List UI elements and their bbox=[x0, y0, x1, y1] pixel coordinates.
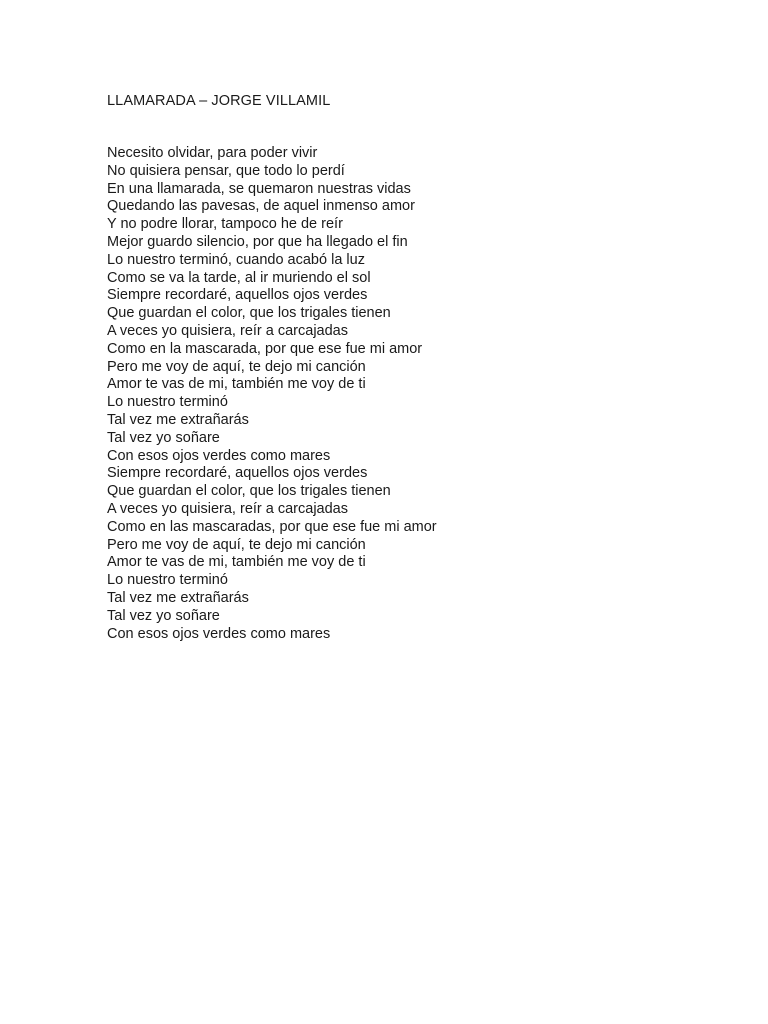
lyric-line: Pero me voy de aquí, te dejo mi canción bbox=[107, 536, 366, 553]
lyric-line: Con esos ojos verdes como mares bbox=[107, 447, 331, 464]
lyric-line: Tal vez me extrañarás bbox=[107, 589, 249, 606]
lyric-line: En una llamarada, se quemaron nuestras vidas bbox=[107, 180, 411, 197]
lyric-line: No quisiera pensar, que todo lo perdí bbox=[107, 162, 345, 179]
lyric-line: Amor te vas de mi, también me voy de ti bbox=[107, 376, 366, 393]
lyric-line: Amor te vas de mi, también me voy de ti bbox=[107, 554, 366, 571]
lyric-line: Tal vez yo soñare bbox=[107, 607, 220, 624]
lyric-line: Pero me voy de aquí, te dejo mi canción bbox=[107, 358, 366, 375]
lyric-line: Necesito olvidar, para poder vivir bbox=[107, 145, 318, 161]
lyric-line: Como en la mascarada, por que ese fue mi amor bbox=[107, 340, 423, 357]
lyrics-list bbox=[107, 145, 437, 643]
lyric-line: Como en las mascaradas, por que ese fue mi amor bbox=[107, 518, 437, 535]
lyric-line: Quedando las pavesas, de aquel inmenso amor bbox=[107, 198, 415, 215]
lyric-line: Siempre recordaré, aquellos ojos verdes bbox=[107, 465, 368, 482]
lyric-line: Tal vez me extrañarás bbox=[107, 411, 249, 428]
lyric-line: Que guardan el color, que los trigales tienen bbox=[107, 483, 391, 500]
lyric-line: Y no podre llorar, tampoco he de reír bbox=[107, 216, 343, 233]
lyric-line: Como se va la tarde, al ir muriendo el sol bbox=[107, 269, 371, 286]
lyric-line: Mejor guardo silencio, por que ha llegado el fin bbox=[107, 233, 408, 250]
lyric-line: A veces yo quisiera, reír a carcajadas bbox=[107, 500, 348, 517]
lyric-line: Siempre recordaré, aquellos ojos verdes bbox=[107, 287, 368, 304]
lyric-line: Lo nuestro terminó bbox=[107, 394, 228, 411]
document-title: LLAMARADA – JORGE VILLAMIL bbox=[107, 93, 331, 109]
lyric-line: Tal vez yo soñare bbox=[107, 429, 220, 446]
lyric-line: Con esos ojos verdes como mares bbox=[107, 625, 331, 642]
lyric-line: Lo nuestro terminó bbox=[107, 572, 228, 589]
lyric-line: Que guardan el color, que los trigales tienen bbox=[107, 305, 391, 322]
lyric-line: Lo nuestro terminó, cuando acabó la luz bbox=[107, 251, 365, 268]
lyric-line: A veces yo quisiera, reír a carcajadas bbox=[107, 322, 348, 339]
